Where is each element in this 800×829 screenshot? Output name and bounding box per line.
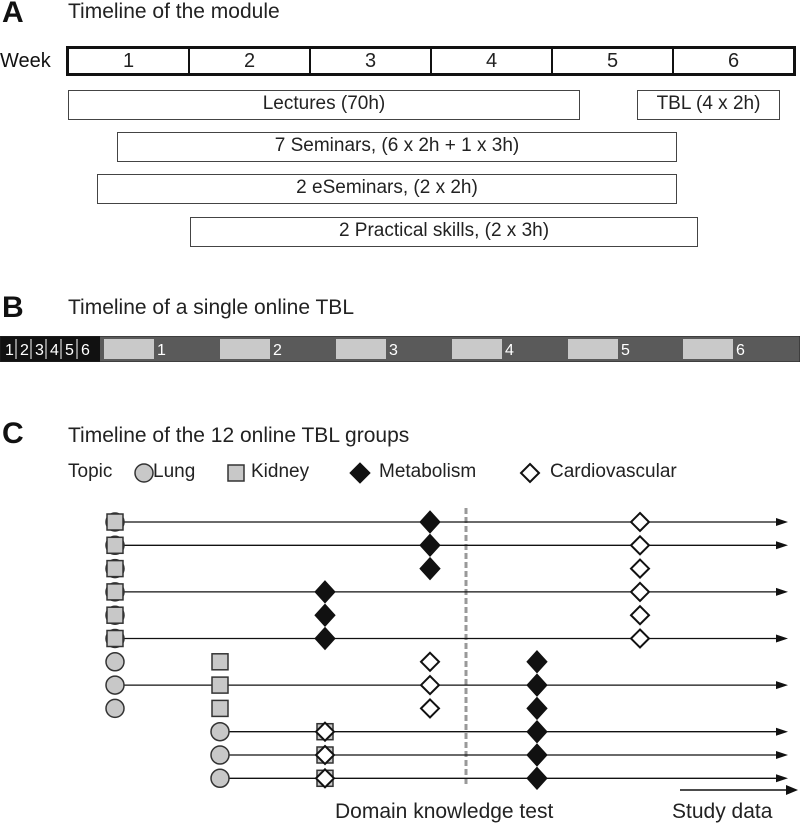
intro-label: 6	[81, 342, 90, 359]
kidney-marker-icon	[212, 677, 228, 693]
segment-label: 6	[736, 342, 745, 359]
arrow-head-icon	[776, 751, 788, 759]
kidney-marker-icon	[107, 607, 123, 623]
arrow-head-icon	[776, 518, 788, 526]
panel-a-title: Timeline of the module	[68, 0, 280, 23]
legend-kidney-label: Kidney	[251, 461, 310, 482]
metabolism-legend-icon	[346, 460, 376, 486]
arrow-head-icon	[776, 541, 788, 549]
panel-b-letter: B	[2, 291, 24, 324]
cardiovascular-marker-icon	[631, 513, 649, 531]
intro-label: 3	[35, 342, 44, 359]
lectures-bar: Lectures (70h)	[68, 90, 580, 120]
panel-c-title: Timeline of the 12 online TBL groups	[68, 424, 410, 447]
segment-label: 1	[157, 342, 166, 359]
cardiovascular-marker-icon	[421, 653, 439, 671]
arrow-head-icon	[776, 588, 788, 596]
legend-cardiovascular-label: Cardiovascular	[550, 461, 677, 482]
metabolism-marker-icon	[527, 697, 547, 719]
metabolism-marker-icon	[420, 511, 440, 533]
kidney-marker-icon	[212, 654, 228, 670]
intro-label: 1	[5, 342, 14, 359]
tbl-session-strip	[0, 336, 800, 362]
week-cell: 2	[190, 49, 311, 73]
metabolism-marker-icon	[527, 721, 547, 743]
week-cell: 6	[727, 50, 740, 72]
metabolism-marker-icon	[527, 651, 547, 673]
metabolism-marker-icon	[527, 744, 547, 766]
metabolism-marker-icon	[315, 581, 335, 603]
metabolism-marker-icon	[527, 767, 547, 789]
arrow-head-icon	[776, 635, 788, 643]
cardiovascular-marker-icon	[631, 630, 649, 648]
arrow-head-icon	[776, 728, 788, 736]
tbl-groups-timeline	[0, 500, 800, 790]
tbl-bar: TBL (4 x 2h)	[637, 90, 780, 120]
week-cell: 5	[553, 49, 674, 73]
metabolism-marker-icon	[527, 674, 547, 696]
cardiovascular-marker-icon	[631, 606, 649, 624]
metabolism-marker-icon	[315, 628, 335, 650]
lung-marker-icon	[211, 723, 229, 741]
metabolism-marker-icon	[315, 604, 335, 626]
seminars-bar: 7 Seminars, (6 x 2h + 1 x 3h)	[117, 132, 677, 162]
intro-label: 2	[20, 342, 29, 359]
intro-label: 5	[65, 342, 74, 359]
lung-marker-icon	[211, 769, 229, 787]
kidney-marker-icon	[107, 561, 123, 577]
cardiovascular-marker-icon	[631, 583, 649, 601]
legend-lung-label: Lung	[153, 461, 196, 482]
kidney-marker-icon	[212, 700, 228, 716]
week-cell: 3	[311, 49, 432, 73]
week-table	[66, 46, 796, 76]
kidney-marker-icon	[107, 584, 123, 600]
practical-skills-bar: 2 Practical skills, (2 x 3h)	[190, 217, 698, 247]
segment-label: 4	[505, 342, 514, 359]
kidney-legend-icon	[222, 460, 252, 486]
kidney-marker-icon	[107, 631, 123, 647]
week-label: Week	[0, 50, 51, 72]
segment-label: 5	[621, 342, 630, 359]
panel-a-letter: A	[2, 0, 24, 29]
segment-label: 2	[273, 342, 282, 359]
cardiovascular-legend-icon	[516, 460, 546, 486]
lung-marker-icon	[106, 653, 124, 671]
arrow-head-icon	[776, 681, 788, 689]
kidney-marker-icon	[107, 537, 123, 553]
panel-b-title: Timeline of a single online TBL	[68, 296, 354, 319]
cardiovascular-marker-icon	[631, 536, 649, 554]
cardiovascular-marker-icon	[421, 676, 439, 694]
kidney-marker-icon	[107, 514, 123, 530]
intro-label: 4	[50, 342, 59, 359]
metabolism-marker-icon	[420, 534, 440, 556]
domain-knowledge-test-label: Domain knowledge test	[335, 800, 554, 823]
lung-marker-icon	[106, 699, 124, 717]
panel-c-letter: C	[2, 417, 24, 450]
legend-topic-label: Topic	[68, 461, 113, 482]
cardiovascular-marker-icon	[421, 699, 439, 717]
metabolism-marker-icon	[420, 558, 440, 580]
eseminars-bar: 2 eSeminars, (2 x 2h)	[97, 174, 677, 204]
lung-marker-icon	[106, 676, 124, 694]
study-data-label: Study data	[672, 800, 773, 823]
legend-metabolism-label: Metabolism	[379, 461, 477, 482]
lung-marker-icon	[211, 746, 229, 764]
study-data-arrow	[660, 782, 800, 798]
week-cell: 1	[69, 49, 190, 73]
cardiovascular-marker-icon	[631, 560, 649, 578]
week-cell: 4	[432, 49, 553, 73]
segment-label: 3	[389, 342, 398, 359]
